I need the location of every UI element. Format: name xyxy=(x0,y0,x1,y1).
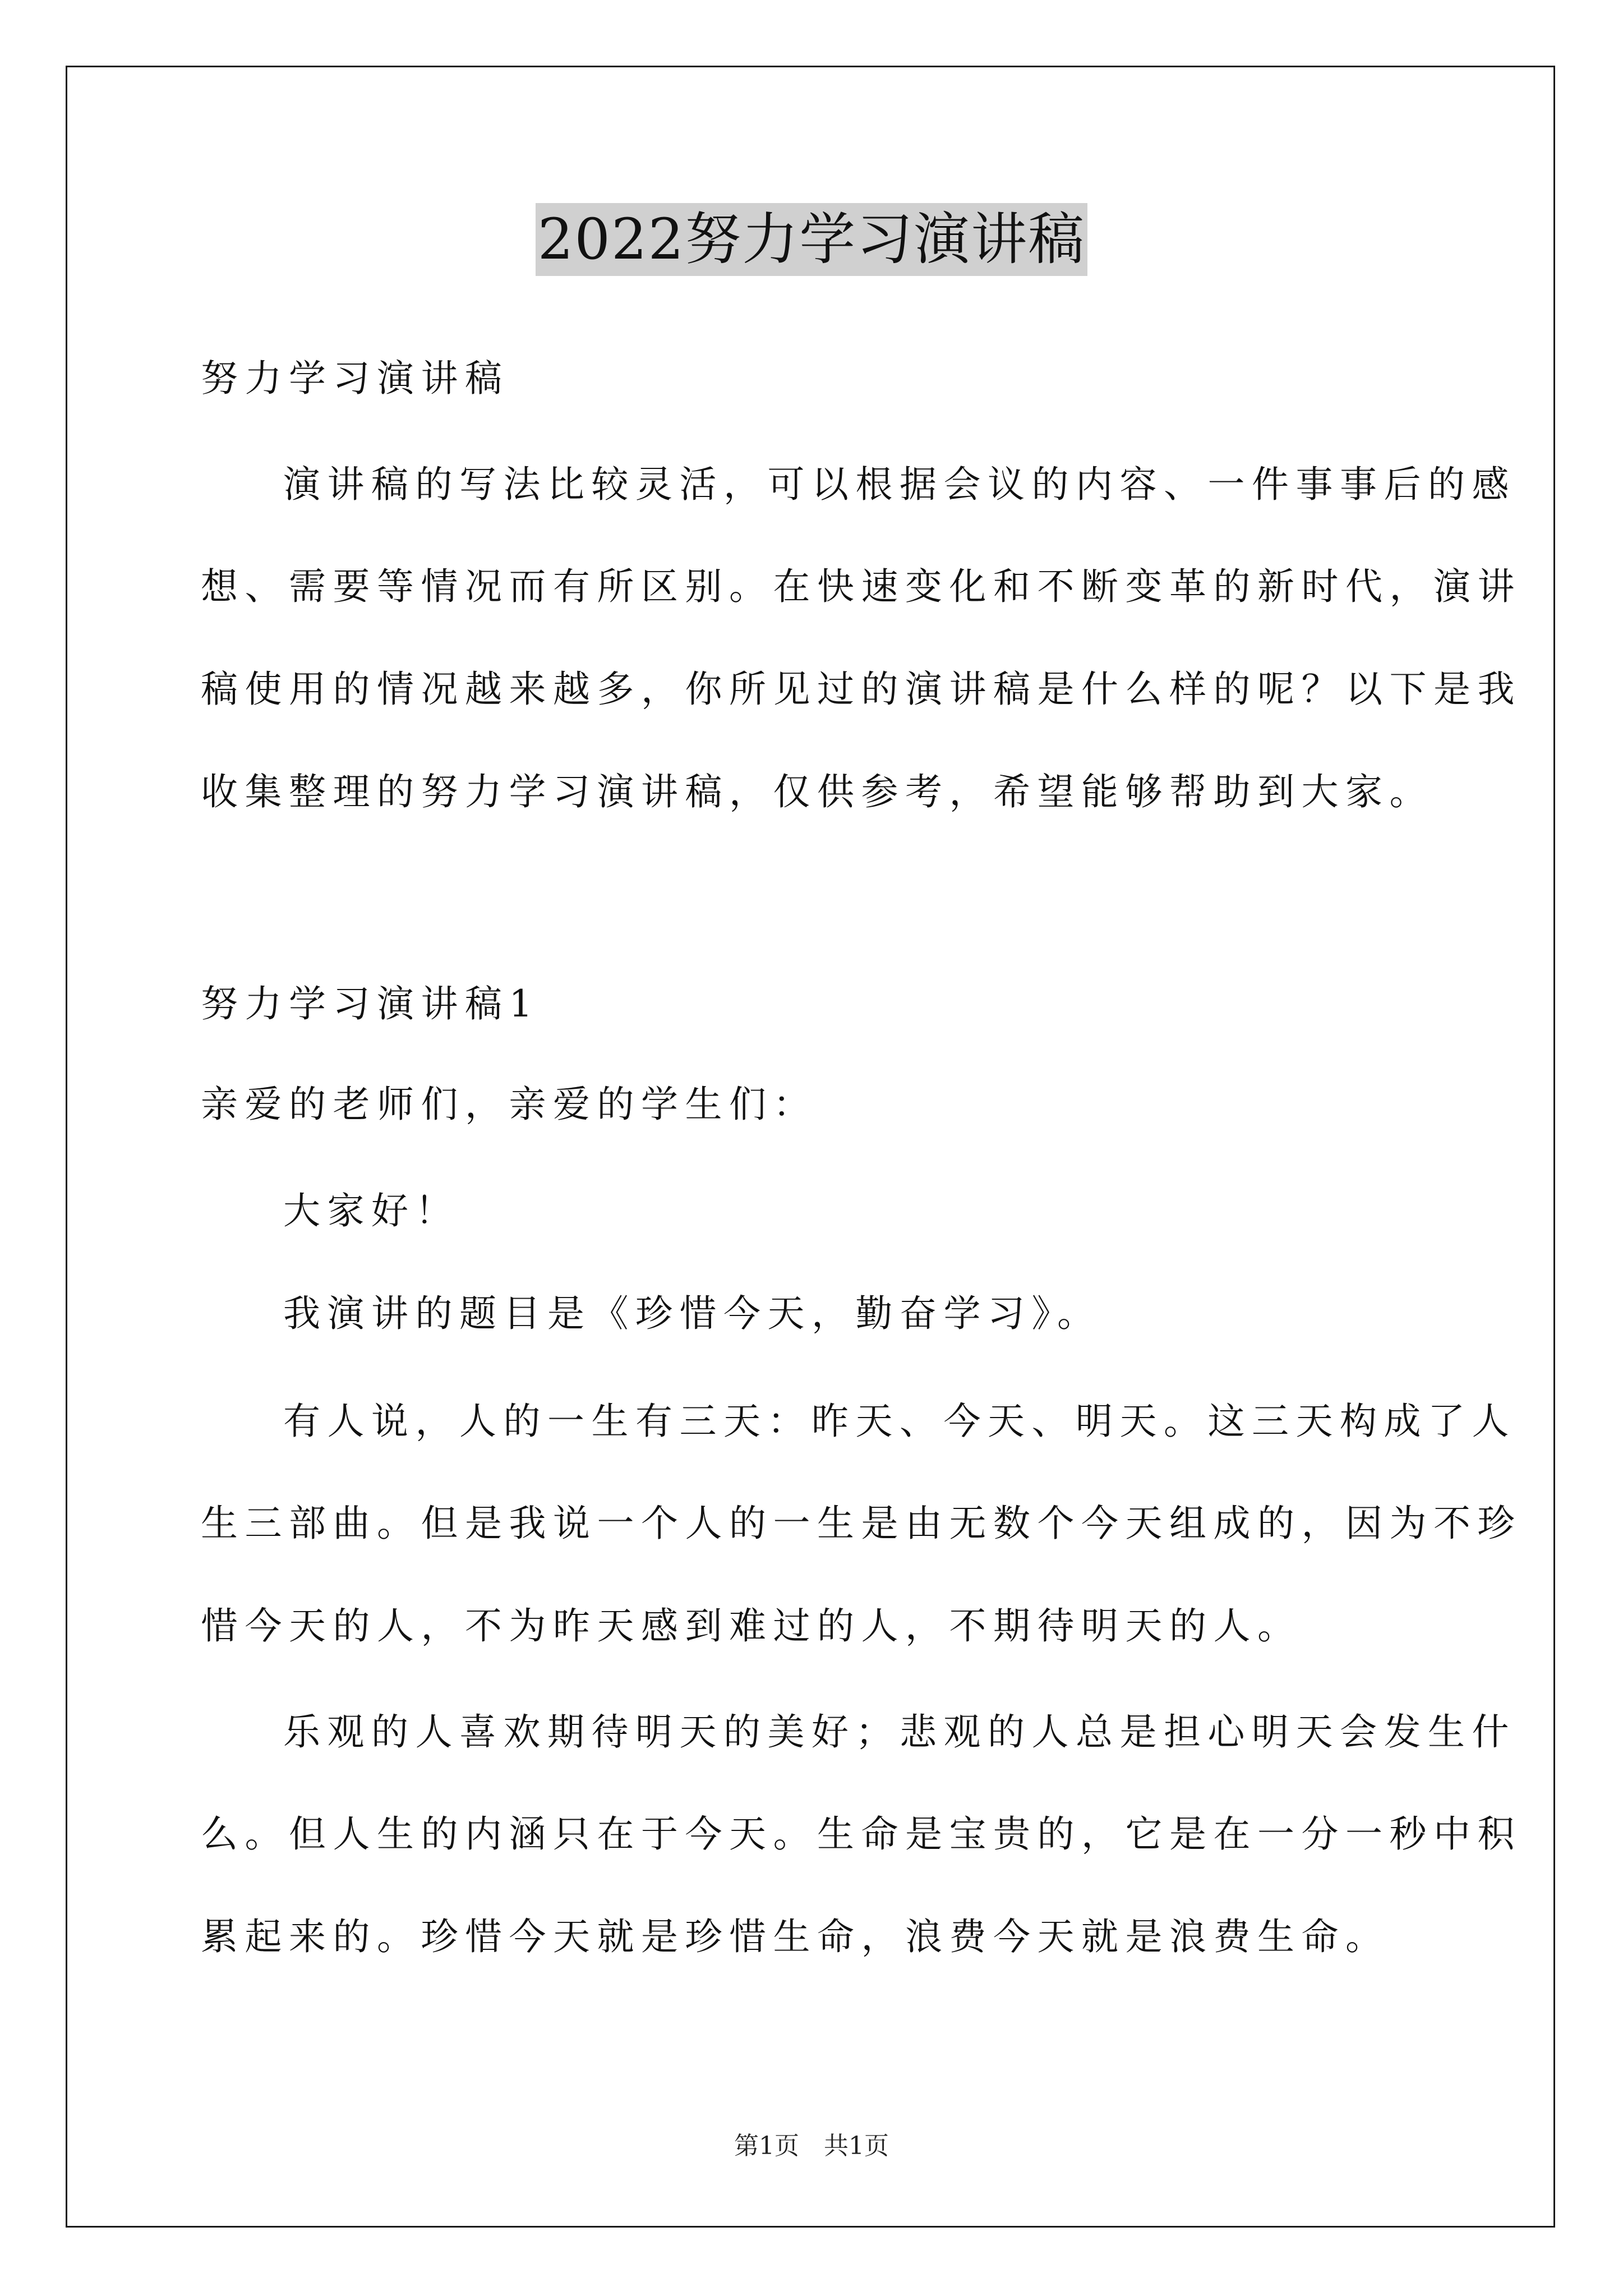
salutation: 亲爱的老师们，亲爱的学生们： xyxy=(201,1083,817,1126)
paragraph-line: 有人说，人的一生有三天：昨天、今天、明天。这三天构成了人 xyxy=(283,1400,1516,1443)
paragraph-line: 稿使用的情况越来越多，你所见过的演讲稿是什么样的呢？以下是我 xyxy=(201,668,1521,711)
paragraph-line: 生三部曲。但是我说一个人的一生是由无数个今天组成的，因为不珍 xyxy=(201,1502,1521,1545)
page-footer: 第1页 共1页 xyxy=(734,2132,889,2160)
paragraph-line: 演讲稿的写法比较灵活，可以根据会议的内容、一件事事后的感 xyxy=(283,463,1516,506)
section-heading: 努力学习演讲稿1 xyxy=(201,982,540,1025)
paragraph-line: 乐观的人喜欢期待明天的美好；悲观的人总是担心明天会发生什 xyxy=(283,1710,1516,1754)
paragraph-line: 惜今天的人，不为昨天感到难过的人，不期待明天的人。 xyxy=(201,1604,1302,1648)
paragraph-line: 累起来的。珍惜今天就是珍惜生命，浪费今天就是浪费生命。 xyxy=(201,1915,1390,1958)
section-heading: 努力学习演讲稿 xyxy=(201,357,509,400)
title-container xyxy=(0,203,1623,276)
paragraph-line: 我演讲的题目是《珍惜今天，勤奋学习》。 xyxy=(283,1292,1101,1335)
paragraph-line: 么。但人生的内涵只在于今天。生命是宝贵的，它是在一分一秒中积 xyxy=(201,1812,1521,1856)
document-title: 2022努力学习演讲稿 xyxy=(536,203,1088,276)
paragraph-line: 收集整理的努力学习演讲稿，仅供参考，希望能够帮助到大家。 xyxy=(201,770,1433,813)
paragraph-line: 大家好！ xyxy=(283,1189,459,1232)
paragraph-line: 想、需要等情况而有所区别。在快速变化和不断变革的新时代，演讲 xyxy=(201,565,1521,608)
